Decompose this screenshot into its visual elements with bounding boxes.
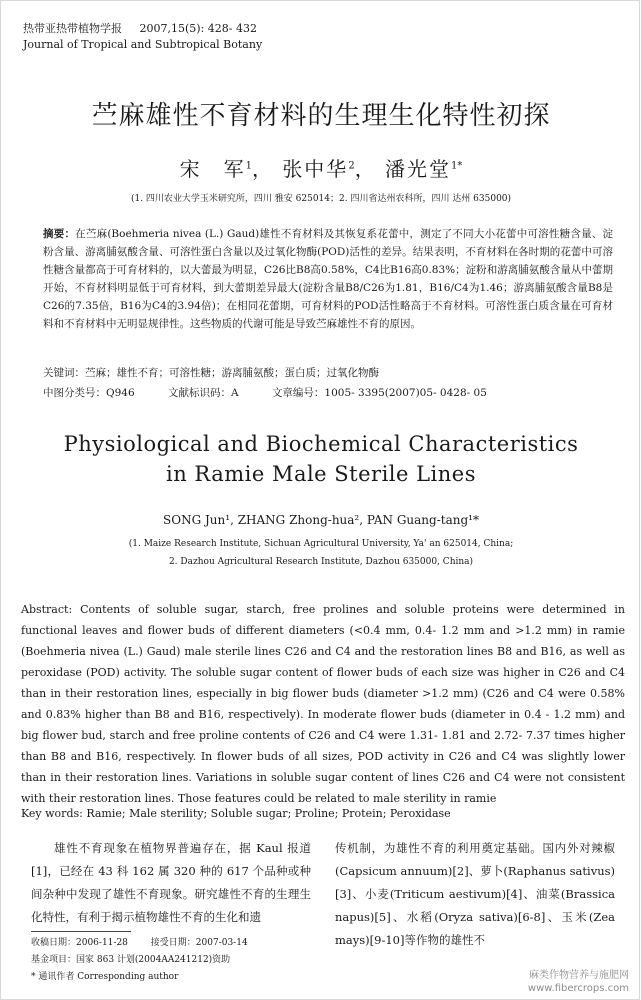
affiliation-cn: (1. 四川农业大学玉米研究所，四川 雅安 625014；2. 四川省达州农科所，四川 达州 635000) <box>130 194 512 204</box>
affiliation-en-line: 2. Dazhou Agricultural Research Institute, Dazhou 635000, China) <box>168 557 474 567</box>
footnotes <box>31 935 268 986</box>
keywords-cn: 关键词：苎麻；雄性不育；可溶性糖；游离脯氨酸；蛋白质；过氧化物酶 <box>43 367 379 379</box>
journal-name-cn: 热带亚热带植物学报 <box>23 22 122 35</box>
author-name: 潘光堂 <box>385 157 452 181</box>
affiliation-en-line: (1. Maize Research Institute, Sichuan Agricultural University, Ya' an 625014, China; <box>128 539 514 549</box>
abstract-cn <box>43 225 613 333</box>
abstract-cn-label: 摘要： <box>43 228 76 240</box>
authors-en: SONG Jun¹, ZHANG Zhong-hua², PAN Guang-tang¹* <box>163 513 479 527</box>
author-name: 张中华 <box>282 157 349 181</box>
footnote-divider <box>31 931 131 932</box>
clc-number: 中图分类号：Q946 <box>43 387 135 399</box>
journal-header <box>23 21 271 53</box>
journal-citation: 2007,15(5): 428- 432 <box>139 22 257 35</box>
watermark-cn: 麻类作物营养与施肥网 <box>529 970 629 981</box>
author-affil-mark: 1 <box>245 160 252 172</box>
paper-title-en <box>1 429 641 489</box>
journal-name-en: Journal of Tropical and Subtropical Botany <box>23 38 263 51</box>
body-column-left: 雄性不育现象在植物界普遍存在，据 Kaul 报道[1]，已经在 43 科 162 属 320 种的 617 个品种或种间杂种中发现了雄性不育现象。研究雄性不育的生理生化特性，有利于揭示植物雄性不育的生化和遗 <box>31 841 311 924</box>
abstract-cn-text: 在苎麻(Boehmeria nivea (L.) Gaud)雄性不育材料及其恢复系花蕾中，测定了不同大小花蕾中可溶性糖含量、淀粉含量、游离脯氨酸含量、可溶性蛋白含量以及过氧化物酶(POD)活性的差异。结果表明，不育材料在各时期的花蕾中可溶性糖含量都高于可育材料的，以大蕾最为明显，C26比B8高0.58%，C4比B16高0.83%；淀粉和游离脯氨酸含量从中蕾期开始，不育材料明显低于可育材料，到大蕾期差异最大(淀粉含量B8/C26为1.81，B16/C4为1.46；游离脯氨酸含量B8是C26的7.35倍，B16为C4的3.94倍)；在相同花蕾期，可育材料的POD活性略高于不育材料。可溶性蛋白质含量在可育材料和不育材料中无明显规律性。这些物质的代谢可能是导致苎麻雄性不育的原因。 <box>43 228 614 330</box>
body-column-right: 传机制，为雄性不育的利用奠定基础。国内外对辣椒(Capsicum annuum)[2]、萝卜(Raphanus sativus)[3]、小麦(Triticum aestivum)[4]、油菜(Brassica napus)[5]、水稻(Oryza sativa)[6-8]、玉米(Zea mays)[9-10]等作物的雄性不 <box>335 841 615 947</box>
abstract-en-text: Contents of soluble sugar, starch, free prolines and soluble proteins were determined in functional leaves and flower buds of different diameters (<0.4 mm, 0.4- 1.2 mm and >1.2 mm) in ramie (Boehmeria nivea (L.) Gaud) male sterile lines C26 and C4 and the restoration lines B8 and B16, as well as peroxidase (POD) activity. The soluble sugar content of flower buds of each size was higher in C26 and C4 than in their restoration lines, especially in big flower buds (diameter >1.2 mm) (C26 and C4 were 0.58% and 0.83% higher than B8 and B16, respectively). In moderate flower buds (diameter in 0.4 - 1.2 mm) and big flower bud, starch and free proline contents of C26 and C4 were 1.31- 1.81 and 2.72- 7.37 times higher than B8 and B16, respectively. In flower buds of all sizes, POD activity in C26 and C4 was slightly lower than in their restoration lines. Variations in soluble sugar content of lines C26 and C4 were not consistent with their restoration lines. Those features could be related to male sterility in ramie <box>21 603 626 805</box>
author-affil-mark: 1* <box>451 160 463 172</box>
document-code: 文献标识码：A <box>168 387 239 399</box>
article-number: 文章编号：1005- 3395(2007)05- 0428- 05 <box>271 387 487 399</box>
affiliation-en <box>1 535 641 571</box>
abstract-en <box>21 599 625 809</box>
watermark-url: www.fibercrops.com <box>527 983 629 994</box>
fund-note: 基金项目：国家 863 计划(2004AA241212)资助 <box>31 955 231 965</box>
watermark <box>528 969 629 995</box>
accepted-date: 接受日期：2007-03-14 <box>150 938 248 948</box>
title-en-line: in Ramie Male Sterile Lines <box>165 462 477 486</box>
corresponding-author-note: * 通讯作者 Corresponding author <box>31 972 179 982</box>
authors-cn: 宋 军$^1$， 张中华$^2$， 潘光堂$^{1*}$ <box>179 157 463 181</box>
classification-line <box>43 385 613 400</box>
received-date: 收稿日期：2006-11-28 <box>31 938 128 948</box>
title-en-line: Physiological and Biochemical Characteristics <box>63 432 579 456</box>
author-affil-mark: 2 <box>348 160 355 172</box>
author-name: 宋 军 <box>179 157 246 181</box>
keywords-en: Key words: Ramie; Male sterility; Soluble sugar; Proline; Protein; Peroxidase <box>21 807 451 820</box>
paper-title-cn: 苎麻雄性不育材料的生理生化特性初探 <box>91 101 551 131</box>
abstract-en-label: Abstract: <box>21 603 73 616</box>
